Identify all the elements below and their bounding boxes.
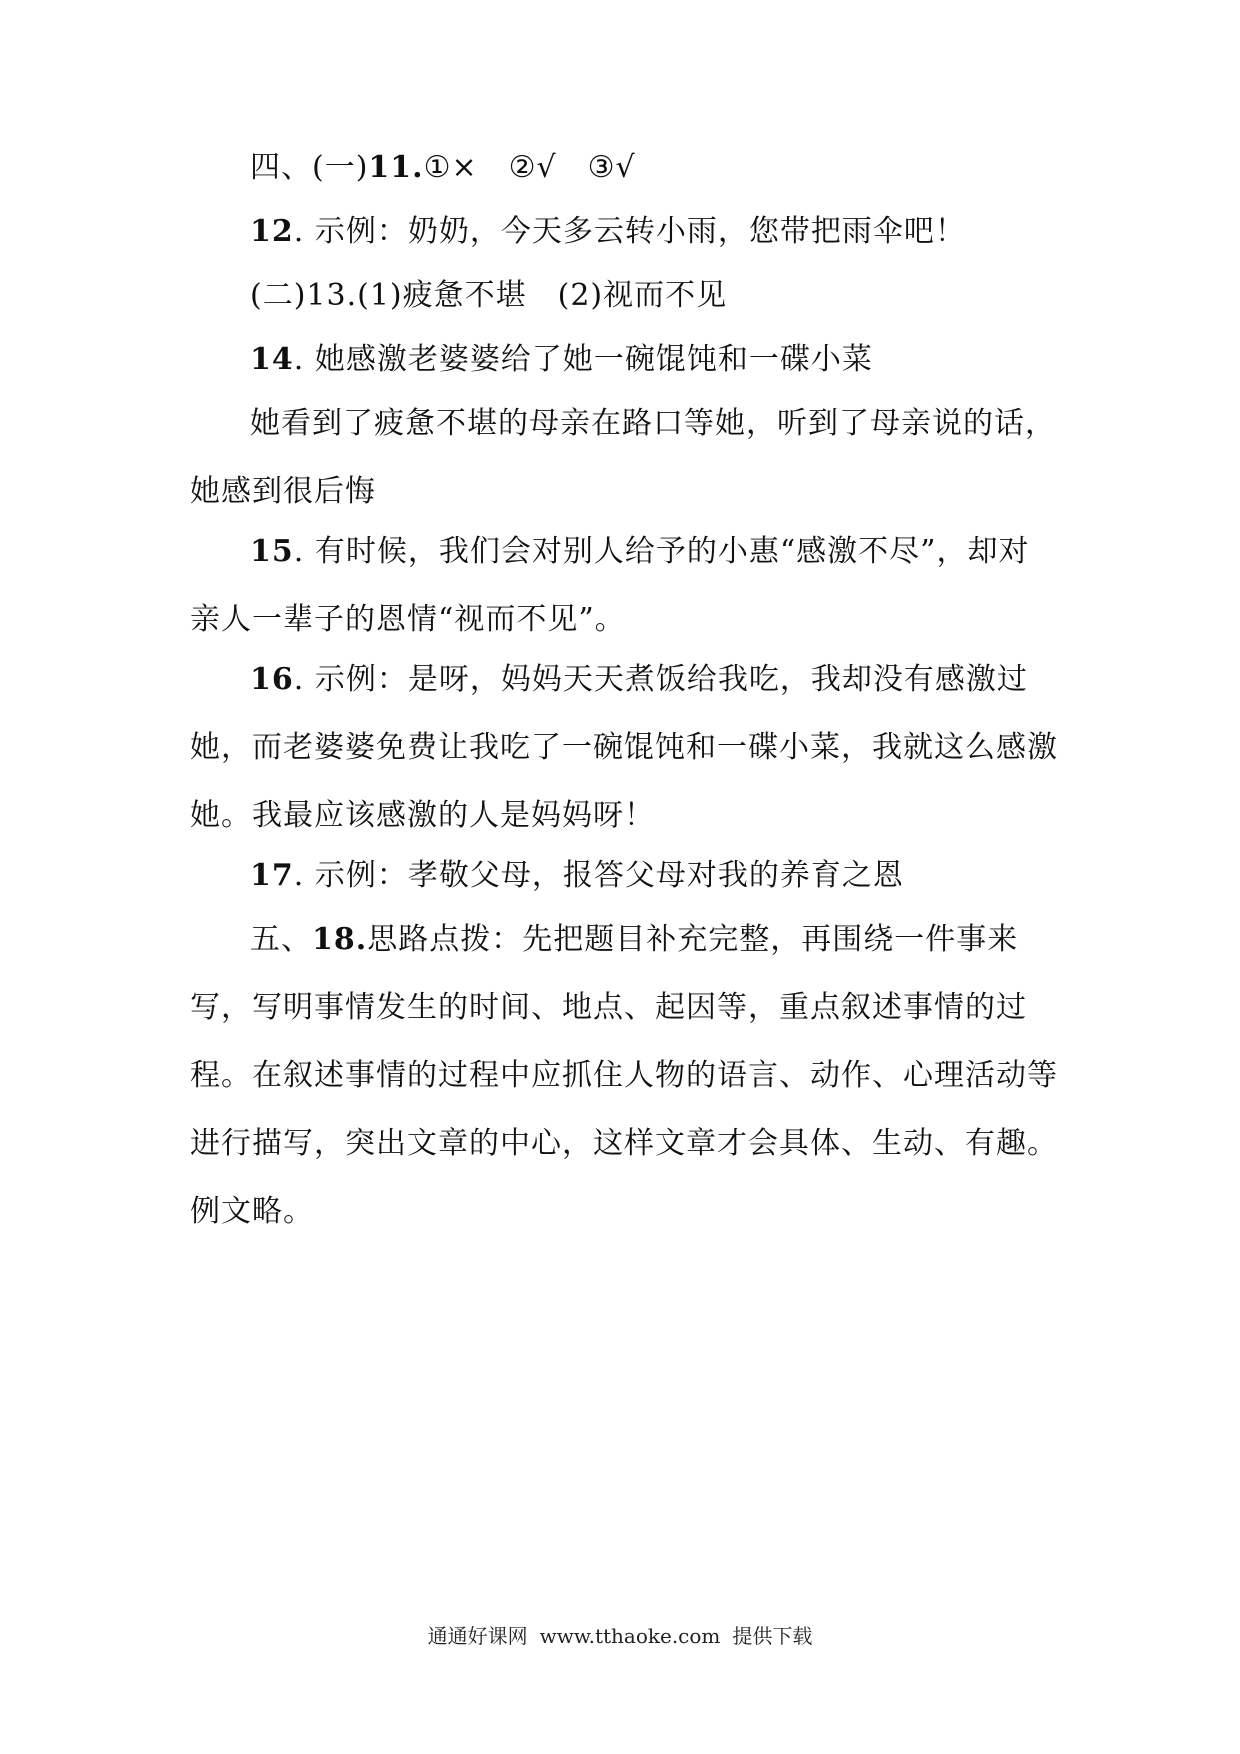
- footer-url: www.tthaoke.com: [539, 1624, 721, 1648]
- answer-11: [190, 134, 1060, 202]
- answer-12-text: . 示例：奶奶，今天多云转小雨，您带把雨伞吧！: [293, 214, 966, 249]
- page-footer: [0, 1622, 1240, 1650]
- answer-16-text: . 示例：是呀，妈妈天天煮饭给我吃，我却没有感激过她，而老婆婆免费让我吃了一碗馄饨和一碟小菜，我就这么感激她。我最应该感激的人是妈妈呀！: [190, 662, 1058, 833]
- answer-15-number: 15: [250, 534, 294, 569]
- answer-17-number: 17: [250, 858, 294, 893]
- answer-13-text: (二)13.(1)疲惫不堪 (2)视而不见: [250, 278, 728, 313]
- answer-12-number: 12: [250, 214, 294, 249]
- answer-14-explanation: [190, 390, 1060, 526]
- answer-17: [190, 842, 1060, 910]
- answer-14: [190, 326, 1060, 394]
- answer-16-number: 16: [250, 662, 294, 697]
- answer-11-text: ①× ②√ ③√: [423, 150, 636, 185]
- answer-15-text: . 有时候，我们会对别人给予的小惠“感激不尽”，却对亲人一辈子的恩情“视而不见”。: [190, 534, 1030, 637]
- footer-site-name: 通通好课网: [427, 1624, 528, 1648]
- footer-note: 提供下载: [732, 1624, 813, 1648]
- answer-11-prefix: 四、(一): [250, 150, 369, 185]
- answer-14-number: 14: [250, 342, 294, 377]
- answer-11-number: 11.: [368, 150, 424, 185]
- answer-12: [190, 198, 1060, 266]
- answer-14-text2: 她看到了疲惫不堪的母亲在路口等她，听到了母亲说的话，她感到很后悔: [190, 406, 1056, 509]
- answer-16: [190, 646, 1060, 850]
- answer-18-number: 18.: [312, 922, 368, 957]
- answer-14-text: . 她感激老婆婆给了她一碗馄饨和一碟小菜: [293, 342, 873, 377]
- answer-13: [190, 262, 1060, 330]
- answer-18-text: 思路点拨：先把题目补充完整，再围绕一件事来写，写明事情发生的时间、地点、起因等，重点叙述事情的过程。在叙述事情的过程中应抓住人物的语言、动作、心理活动等进行描写，突出文章的中心，这样文章才会具体、生动、有趣。 例文略。: [190, 922, 1074, 1229]
- answer-18-prefix: 五、: [250, 922, 312, 957]
- answer-17-text: . 示例：孝敬父母，报答父母对我的养育之恩: [293, 858, 904, 893]
- answer-18: [190, 906, 1074, 1246]
- answer-15: [190, 518, 1060, 654]
